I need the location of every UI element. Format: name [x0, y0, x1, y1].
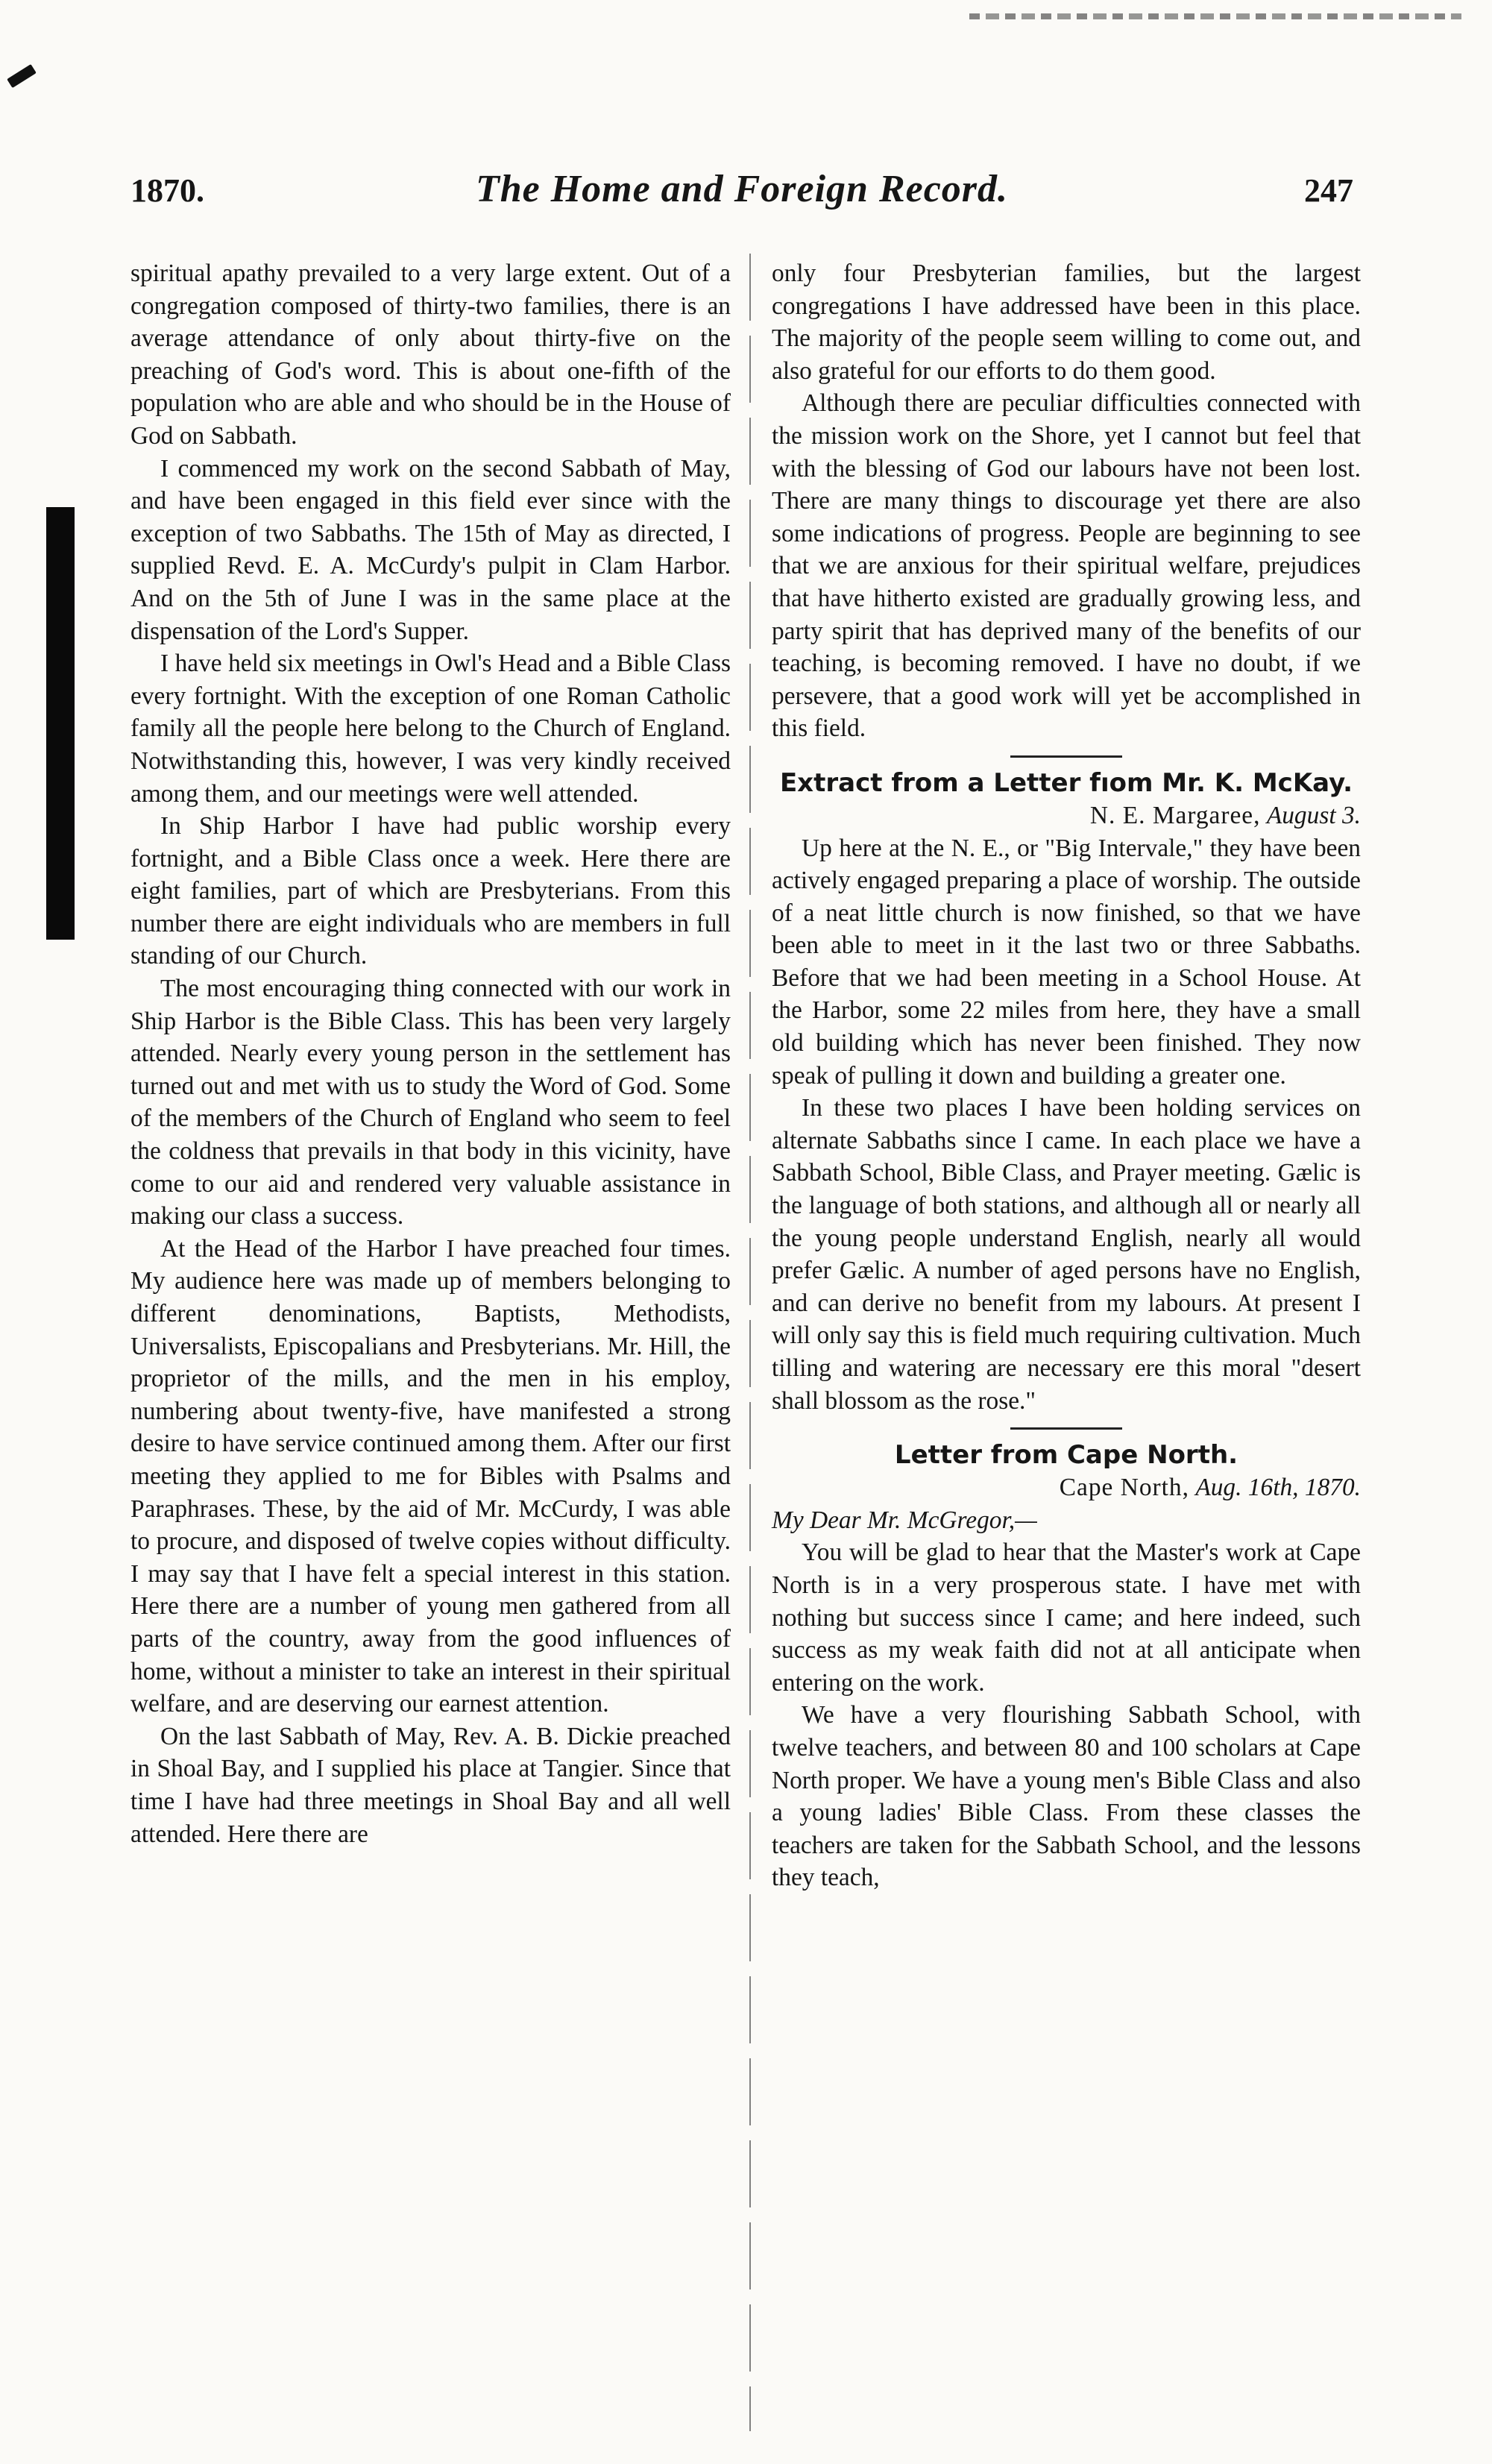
section-title: Letter from Cape North.: [894, 1440, 1238, 1471]
salutation: My Dear Mr. McGregor,—: [772, 1506, 1037, 1534]
paragraph: At the Head of the Harbor I have preached four times. My audience here was made up of members belonging to different denominations, Baptists, Methodists, Universalists, Episcopalians and Presbyterians. Mr. Hill, the proprietor of the mills, and the men in his employ, numbering about twenty-five, have manifested a strong desire to have service continued among them. After our first meeting they applied to me for Bibles with Psalms and Paraphrases. These, by the aid of Mr. McCurdy, I was able to procure, and disposed of twelve copies without difficulty. I may say that I have felt a special interest in this station. Here there are a number of young men gathered from all parts of the country, away from the good influences of home, without a minister to take an interest in their spiritual welfare, and are deserving our earnest attention.: [130, 1234, 731, 1718]
paragraph: I commenced my work on the second Sabbath of May, and have been engaged in this field ever since with the exception of two Sabbaths. The 15th of May as directed, I supplied Revd. E. A. McCurdy's pulpit in Clam Harbor. And on the 5th of June I was in the same place at the dispensation of the Lord's Supper.: [130, 454, 731, 645]
dateline-place: Cape North,: [1059, 1474, 1189, 1502]
paragraph: In Ship Harbor I have had public worship every fortnight, and a Bible Class once a week. Here there are eight families, part of which are Presbyterians. From this number there are eight individuals who are members in full standing of our Church.: [130, 812, 731, 970]
paragraph: spiritual apathy prevailed to a very large extent. Out of a congregation composed of thirty-two families, there is an average attendance of only about thirty-five on the preaching of God's word. This is about one-fifth of the population who are able and who should be in the House of God on Sabbath.: [130, 260, 731, 450]
column-divider: [749, 254, 751, 2431]
paragraph: only four Presbyterian families, but the largest congregations I have addressed have been in this place. The majority of the people seem willing to come out, and also grateful for our efforts to do them good.: [772, 260, 1361, 385]
dateline-date: August 3.: [1266, 801, 1361, 829]
page-number: 247: [1304, 172, 1353, 209]
scan-artifact-mark: [7, 64, 37, 88]
header-title: The Home and Foreign Record.: [475, 168, 1009, 210]
dateline: [772, 1471, 1361, 1504]
dateline-date: Aug. 16th, 1870.: [1195, 1474, 1361, 1502]
section-title: Extract from a Letter fıom Mr. K. McKay.: [779, 767, 1353, 798]
right-column: [772, 257, 1361, 1894]
page-header: [130, 168, 1353, 231]
paragraph: In these two places I have been holding services on alternate Sabbaths since I came. In each place we have a Sabbath School, Bible Class, and Prayer meeting. Gælic is the language of both stations, and although all or nearly all the young people understand English, nearly all would prefer Gælic. A number of aged persons have no English, and can derive no benefit from my labours. At present I will only say this is field much requiring cultivation. Much tilling and watering are necessary ere this moral "desert shall blossom as the rose.": [772, 1094, 1361, 1415]
paragraph: Up here at the N. E., or "Big Intervale," they have been actively engaged preparing a place of worship. The outside of a neat little church is now finished, so that we have been able to meet in it the last two or three Sabbaths. Before that we had been meeting in a School House. At the Harbor, some 22 miles from here, they have a small old building which has never been finished. They now speak of pulling it down and building a greater one.: [772, 834, 1361, 1090]
paragraph: We have a very flourishing Sabbath School, with twelve teachers, and between 80 and 100 scholars at Cape North proper. We have a young men's Bible Class and also a young ladies' Bible Class. From these classes the teachers are taken for the Sabbath School, and the lessons they teach,: [772, 1701, 1361, 1892]
dateline: [772, 799, 1361, 832]
paragraph: I have held six meetings in Owl's Head and a Bible Class every fortnight. With the exception of one Roman Catholic family all the people here belong to the Church of England. Notwithstanding this, however, I was very kindly received among them, and our meetings were well attended.: [130, 650, 731, 808]
paragraph: Although there are peculiar difficulties connected with the mission work on the Shore, yet I cannot but feel that with the blessing of God our labours have not been lost. There are many things to discourage yet there are also some indications of progress. People are beginning to see that we are anxious for their spiritual welfare, prejudices that have hitherto existed are gradually growing less, and party spirit that has deprived many of the benefits of our teaching, is becoming removed. I have no doubt, if we persevere, that a good work will yet be accomplished in this field.: [772, 389, 1361, 743]
margin-black-bar: [46, 507, 75, 940]
section-rule: [1010, 755, 1122, 758]
header-year: 1870.: [130, 172, 204, 209]
left-column: [130, 257, 731, 1850]
dateline-place: N. E. Margaree,: [1089, 801, 1261, 829]
paragraph: On the last Sabbath of May, Rev. A. B. Dickie preached in Shoal Bay, and I supplied his place at Tangier. Since that time I have had three meetings in Shoal Bay and all well attended. Here there are: [130, 1722, 731, 1848]
paragraph: The most encouraging thing connected with our work in Ship Harbor is the Bible Class. This has been very largely attended. Nearly every young person in the settlement has turned out and met with us to study the Word of God. Some of the members of the Church of England who seem to feel the coldness that prevails in that body in this vicinity, have come to our aid and rendered very valuable assistance in making our class a success.: [130, 975, 731, 1231]
paragraph: You will be glad to hear that the Master's work at Cape North is in a very prosperous state. I have met with nothing but success since I came; and here indeed, such success as my weak faith did not at all anticipate when entering on the work.: [772, 1539, 1361, 1697]
section-rule: [1010, 1427, 1122, 1430]
scan-artifact-top: [969, 13, 1461, 19]
